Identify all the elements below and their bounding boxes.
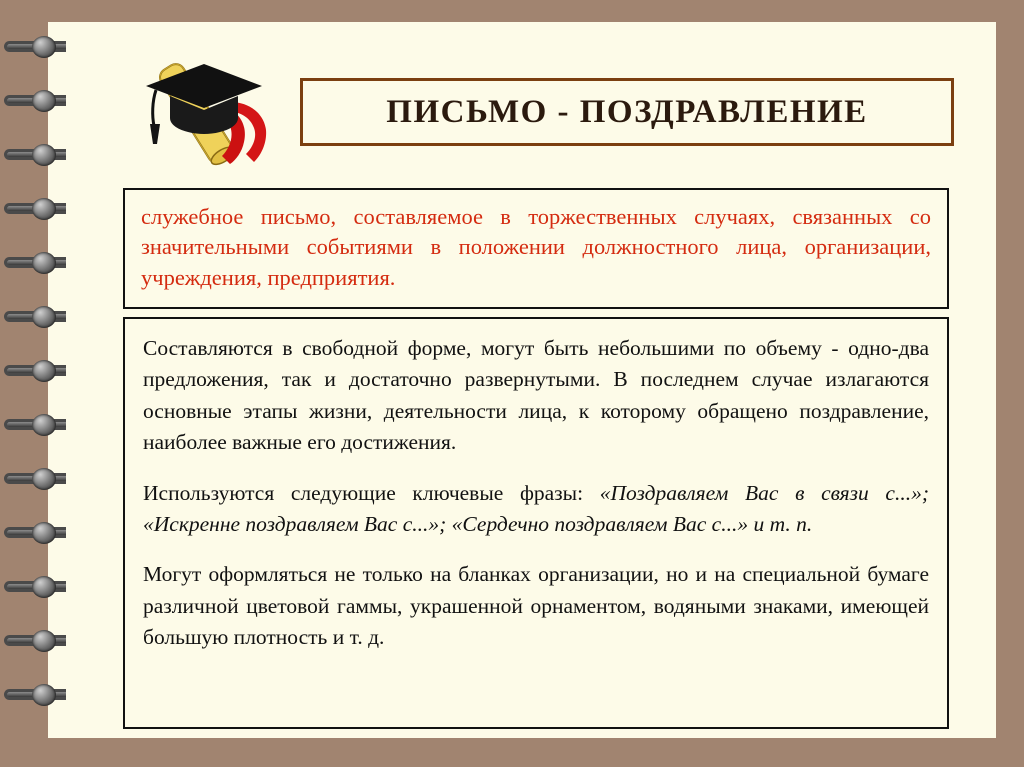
page-title: ПИСЬМО - ПОЗДРАВЛЕНИЕ xyxy=(386,93,868,130)
paragraph-1: Составляются в свободной форме, могут быть небольшими по объему - одно-два предложения, так и достаточно развернутыми. В последнем случае излагаются основные этапы жизни, деятельности лица, к которому обращено поздравление, наиболее важные его достижения. xyxy=(143,336,929,455)
notebook-page xyxy=(48,22,996,738)
body-box xyxy=(123,317,949,729)
definition-box xyxy=(123,188,949,309)
paragraph-2-lead: Используются следующие ключевые фразы: xyxy=(143,480,584,505)
graduation-cap-icon xyxy=(126,32,286,172)
paragraph-3: Могут оформляться не только на бланках организации, но и на специальной бумаге различной цветовой гаммы, украшенной орнаментом, водяными знаками, имеющей большую плотность и т. д. xyxy=(143,562,929,649)
slide-header xyxy=(48,22,996,182)
definition-text: служебное письмо, составляемое в торжественных случаях, связанных со значительными событиями в положении должностного лица, организации, учреждения, предприятия. xyxy=(141,204,931,290)
paragraph-2 xyxy=(143,478,929,541)
paragraph-2-phrases: «Поздравляем Вас в связи с...»; «Искренне поздравляем Вас с...»; «Сердечно поздравляем Вас с...» и т. п. xyxy=(143,480,930,536)
title-box xyxy=(300,78,954,146)
